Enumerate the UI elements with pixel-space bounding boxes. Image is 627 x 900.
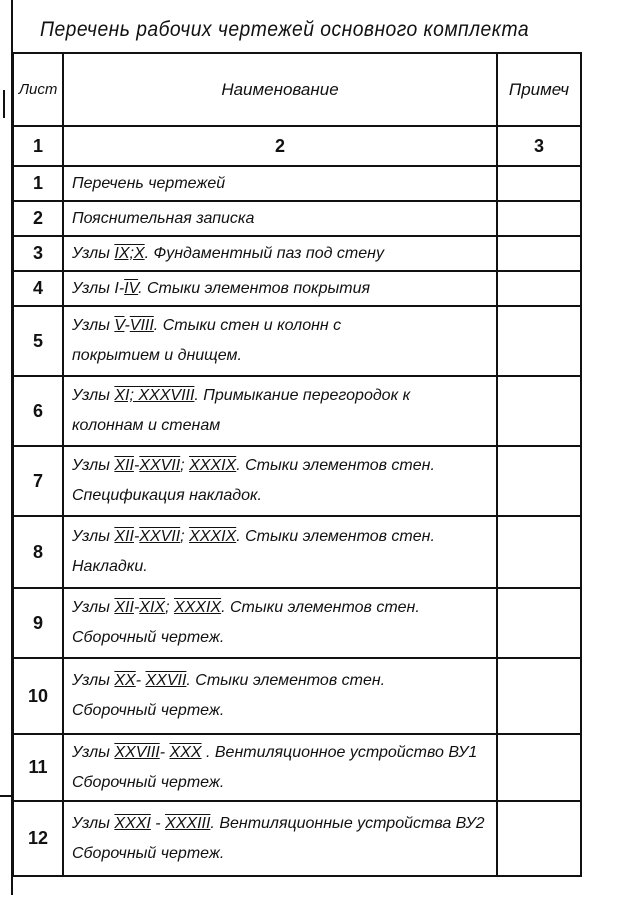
name-line [72, 239, 496, 269]
name-text: . Стыки стен и колонн с [153, 317, 342, 334]
node-numeral: IV [124, 279, 139, 297]
name-line [72, 552, 496, 582]
name-text: Сборочный чертеж. [72, 773, 225, 791]
name-text: . Вентиляционные устройства ВУ2 [210, 814, 485, 832]
name-text: - [133, 528, 140, 545]
name-line [72, 481, 496, 511]
table-row [13, 236, 581, 271]
name-text: . Фундаментный паз под стену [144, 244, 384, 262]
name-text: Узлы [72, 599, 115, 616]
name-text: Пояснительная записка [72, 209, 255, 227]
sheet-number: 8 [13, 516, 63, 588]
drawings-list-table [12, 52, 582, 877]
node-numeral: VIII [129, 317, 154, 334]
table-row [13, 166, 581, 201]
note-cell [497, 801, 581, 876]
table-row [13, 516, 581, 588]
node-numeral: V [114, 317, 125, 334]
document-title: Перечень рабочих чертежей основного комплекта [40, 18, 530, 41]
col-number: 2 [63, 126, 497, 166]
name-text: . Стыки элементов стен. [221, 599, 420, 616]
drawing-name [63, 376, 497, 446]
note-cell [497, 446, 581, 516]
node-numeral: XXXIII [165, 814, 211, 832]
name-text: Узлы [72, 814, 115, 832]
node-numeral: XXXIX [173, 599, 222, 616]
name-text: . Стыки элементов стен. [236, 457, 435, 474]
sheet-number: 2 [13, 201, 63, 236]
col-number: 3 [497, 126, 581, 166]
name-line [72, 169, 496, 199]
name-text: Узлы [72, 672, 115, 689]
name-line [72, 522, 496, 552]
name-text: Перечень чертежей [72, 174, 226, 192]
name-text: Узлы [72, 743, 115, 761]
name-line [72, 274, 496, 304]
node-numeral: IX;X [114, 244, 145, 262]
node-numeral: XXXI [114, 814, 151, 832]
node-numeral: XII [114, 457, 134, 474]
note-cell [497, 201, 581, 236]
name-line [72, 593, 496, 623]
table-row [13, 201, 581, 236]
node-numeral: XX [114, 672, 136, 689]
node-numeral: XXVII [145, 672, 187, 689]
name-text: Сборочный чертеж. [72, 702, 225, 719]
drawing-name [63, 446, 497, 516]
name-text: . Стыки элементов стен. [186, 672, 386, 689]
name-line [72, 768, 496, 798]
name-line [72, 809, 496, 839]
name-text: - [133, 457, 140, 474]
name-text: Узлы [72, 528, 115, 545]
table-row [13, 801, 581, 876]
note-cell [497, 516, 581, 588]
drawing-name [63, 236, 497, 271]
name-text: ; [180, 457, 190, 474]
node-numeral: XXXIX [189, 457, 237, 474]
col-number: 1 [13, 126, 63, 166]
note-cell [497, 271, 581, 306]
node-numeral: XXVIII [114, 743, 160, 761]
name-line [72, 696, 496, 726]
name-text: . Примыкание перегородок к [194, 387, 411, 404]
drawing-name [63, 734, 497, 801]
name-line [72, 341, 496, 371]
sheet-number: 5 [13, 306, 63, 376]
note-cell [497, 588, 581, 658]
header-row [13, 53, 581, 126]
sheet-number: 7 [13, 446, 63, 516]
name-text: колоннам и стенам [72, 417, 221, 434]
name-text: покрытием и днищем. [72, 347, 242, 364]
name-text: Спецификация накладок. [72, 487, 262, 504]
column-number-row [13, 126, 581, 166]
name-text: Узлы I- [72, 279, 125, 297]
name-line [72, 311, 496, 341]
node-numeral: XXX [169, 743, 202, 761]
sheet-number: 1 [13, 166, 63, 201]
name-text: Узлы [72, 457, 115, 474]
note-cell [497, 734, 581, 801]
sheet-number: 9 [13, 588, 63, 658]
name-text: . Стыки элементов стен. [236, 528, 435, 545]
name-text: - [133, 599, 140, 616]
table-row [13, 658, 581, 734]
table-row [13, 306, 581, 376]
name-text: Узлы [72, 387, 115, 404]
table-row [13, 734, 581, 801]
node-numeral: XXXIX [189, 528, 237, 545]
node-numeral: XIX [139, 599, 166, 616]
name-text: Сборочный чертеж. [72, 844, 225, 862]
node-numeral: XXVII [139, 528, 181, 545]
note-cell [497, 306, 581, 376]
name-text: . Стыки элементов покрытия [138, 279, 371, 297]
table-row [13, 446, 581, 516]
name-line [72, 411, 496, 441]
sheet-number: 12 [13, 801, 63, 876]
note-cell [497, 658, 581, 734]
name-text: - [150, 814, 166, 832]
name-line [72, 839, 496, 869]
drawing-name [63, 201, 497, 236]
name-text: Узлы [72, 244, 115, 262]
drawing-name [63, 658, 497, 734]
node-numeral: XI; XXXVIII [114, 387, 195, 404]
table-row [13, 376, 581, 446]
name-line [72, 451, 496, 481]
node-numeral: XII [114, 599, 134, 616]
drawing-name [63, 271, 497, 306]
drawing-name [63, 166, 497, 201]
margin-mark [3, 90, 5, 118]
name-line [72, 738, 496, 768]
name-text: Накладки. [72, 558, 148, 575]
name-text: Узлы [72, 317, 115, 334]
drawing-name [63, 801, 497, 876]
name-line [72, 666, 496, 696]
drawing-name [63, 306, 497, 376]
name-text: - [124, 317, 130, 334]
name-text: Сборочный чертеж. [72, 629, 225, 646]
name-line [72, 623, 496, 653]
sheet-number: 3 [13, 236, 63, 271]
table-row [13, 271, 581, 306]
name-line [72, 381, 496, 411]
note-cell [497, 236, 581, 271]
sheet-number: 4 [13, 271, 63, 306]
sheet-number: 6 [13, 376, 63, 446]
header-note: Примеч [497, 53, 581, 126]
header-name: Наименование [63, 53, 497, 126]
name-text: . Вентиляционное устройство ВУ1 [201, 743, 478, 761]
drawing-name [63, 588, 497, 658]
sheet-number: 11 [13, 734, 63, 801]
name-text: ; [180, 528, 190, 545]
name-text: - [159, 743, 170, 761]
name-text: ; [165, 599, 174, 616]
drawing-name [63, 516, 497, 588]
note-cell [497, 166, 581, 201]
sheet-number: 10 [13, 658, 63, 734]
node-numeral: XII [114, 528, 134, 545]
note-cell [497, 376, 581, 446]
name-line [72, 204, 496, 234]
node-numeral: XXVII [139, 457, 181, 474]
table-row [13, 588, 581, 658]
header-sheet: Лист [13, 53, 63, 126]
name-text: - [135, 672, 146, 689]
